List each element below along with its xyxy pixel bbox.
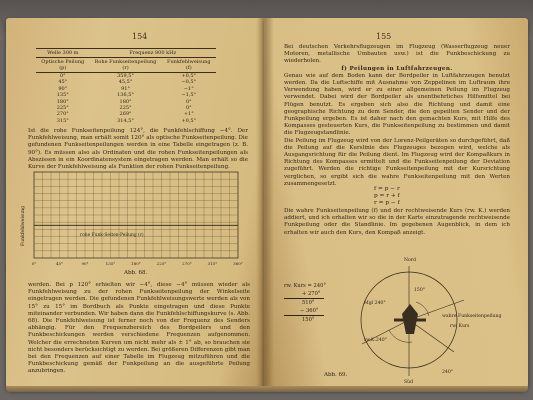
chart-x-label: rohe Funk-Seiten-Peilung (r) — [80, 233, 144, 238]
table-cell: 314,5° — [117, 117, 134, 124]
deviation-table — [36, 48, 216, 124]
table-cell: 0° — [185, 105, 192, 112]
right-paragraph-2: Genau wie auf dem Boden kann der Bordpeiler in Luftfahrzeugen benutzt werden. Da die Luftschiffe mit Ausnahme von Zeppelinen im Luftraum ihre Verwendung haben, wird er zu einer allgemeinen Peilung im Flugzeug verwendet. Dabei wird der Bordpeiler als unentbehrliches Hilfsmittel bei Flügen benutzt. Es ergeben sich also die Richtung und damit eine geographische Richtung zu dem Sender, die den gepeilten Sender und der Funkpeilung ergeben. Es ist daher nach den gemachten Kurs, mit Hilfe des Kompasses gesteuerten Kurs, die Funkseitenpeilung zu bestimmen und damit die Flugzeugstandlinie. — [284, 72, 510, 137]
table-subheader-row — [36, 58, 216, 73]
table-row — [36, 73, 216, 80]
course-result: 150° — [284, 315, 324, 324]
chart-x-tick: 90° — [81, 261, 89, 266]
chart-x-tick: 135° — [105, 261, 116, 266]
left-paragraph-1-text: Ist die rohe Funkseitenpeilung 124°, die Funkfehlschiffung −4°. Der Funkfehlweisung, man erhält somit 120° als optische Funkseitenpeilung. Die gefundenen Funkseitenpeilungen werden in eine Tabelle eingetragen (z. B. 90°). Es müssen also als Ordinaten und die rohen Funkseitenpeilungen als Abszissen in ein Koordinatensystem eingetragen werden. Man erhält so die Kurve der Funkfehlweisung als Funktion der rohen Funkseitenpeilung. — [28, 128, 248, 171]
table-cell: 136,5° — [117, 92, 134, 99]
table-cell: +0,5° — [181, 73, 197, 79]
table-col1-header: Welle 300 m — [36, 49, 90, 58]
chart-x-tick: 225° — [156, 261, 167, 266]
table-cell: 315° — [56, 117, 69, 124]
course-minus: − 360° — [300, 308, 319, 314]
course-line-1: rw. Kurs = 240° — [284, 283, 327, 289]
diagram-angle-bottom: 240° — [442, 370, 454, 375]
diagram-rw-kurs: rw. Kurs — [450, 324, 470, 329]
table-row — [36, 111, 216, 117]
table-cell: −0,5° — [181, 79, 197, 86]
right-text-block — [284, 44, 510, 188]
table-cell: 225° — [119, 105, 132, 112]
chart-y-label: Funkfehlweisung — [21, 205, 26, 247]
left-paragraph-2-text: werden. Bei p 120° erhielten wir −4°, diese −4° müssen wieder als Funkfehlweisung zu der rohen Funkseitenpeilung der Winkelseite eingetragen werden. Die gefundenen Funkfehlweisungswerte werden als von 15° zu 15° im Bordbuch als Punkte eingetragen und diese Punkte miteinander verbunden. Wir haben dann die Funkfehlschiffungskurve (s. Abb. 68). Die Funkfehlweisung ist ferner noch von der Frequenz des Senders abhängig. Für den Frequenzbereich des Bordpeilers und den Funkbeschickungen werden verschiedene Frequenzen aufgenommen. Welcher die errechneten Kurven um nicht mehr als ± 1° ab, so brauchen sie nicht besonders berücksichtigt zu werden. Bei größeren Differenzen gibt man bei den Frequenzen auf einer Tabelle im Flugzeug mitzuführen und die Funkbeschickung gemäß der Funkpeilung an die ausgeführte Peilung anzubringen. — [28, 282, 251, 375]
table-header-row — [36, 49, 216, 58]
table-row — [36, 79, 216, 85]
table-cell: 225° — [56, 105, 69, 112]
chart-x-tick: 360° — [233, 261, 243, 266]
table-cell: +1° — [183, 111, 194, 118]
table-cell: 0° — [185, 98, 192, 105]
diagram-north: Nord — [404, 258, 416, 263]
table-cell: −1° — [183, 85, 194, 92]
chart-grid — [32, 172, 243, 266]
chart-x-tick: 45° — [55, 261, 64, 266]
equation-3: r = p − f — [374, 200, 400, 207]
table-cell: 359,5° — [117, 73, 134, 79]
page-edges — [6, 386, 528, 392]
chart-x-tick: 0° — [31, 261, 37, 266]
table-cell: 270° — [56, 111, 69, 118]
left-paragraph-1 — [28, 128, 248, 171]
diagram-angle-240: rw.K.240° — [364, 338, 387, 343]
diagram-mag-label: Mgl 240° — [364, 301, 386, 306]
table-group-header: Frequenz 800 kHz — [90, 49, 216, 58]
chart-x-tick: 180° — [131, 261, 141, 266]
angle-arc-1 — [416, 302, 429, 316]
right-paragraph-1: Bei deutschen Verkehrsflugzeugen im Flugzeug (Wasserflugzeug neuer Motoren, metallische Umbauten usw.) ist die Funkbeschickung zu wiederholen. — [284, 44, 510, 65]
page-number-right: 155 — [376, 32, 392, 41]
table-cell: 180° — [56, 98, 69, 105]
diagram-true-bearing: wahre Funkseitenpeilung — [442, 314, 502, 319]
compass-diagram — [314, 264, 514, 384]
course-label: rw. Kurs — [284, 283, 306, 289]
table-col3-header: Funkfehlweisung (f) — [162, 58, 216, 73]
equation-2: p = r + f — [374, 193, 400, 200]
deviation-grid-chart — [20, 166, 250, 276]
table-cell: 45,5° — [118, 79, 133, 86]
table-cell: 45° — [58, 79, 68, 86]
section-heading: f) Peilungen in Luftfahrzeugen. — [341, 65, 453, 72]
right-paragraph-4-block — [284, 208, 510, 237]
table-cell: 180° — [119, 98, 132, 105]
table-cell: −1,5° — [181, 92, 197, 99]
open-book — [6, 18, 528, 390]
diagram-angle-150: 150° — [414, 288, 426, 293]
figure-caption-69: Abb. 69. — [324, 372, 348, 378]
equation-1: f = p − r — [374, 186, 400, 192]
table-cell: 90° — [58, 85, 68, 92]
right-paragraph-3: Die Peilung im Flugzeug wird von der Lorenz-Peilgeräten so durchgeführt, daß die Peilung auf die Kurslinie des Flugzeuges bezogen wird, welche als Ausgangsrichtung für die Peilung dient. Im Flugzeug wird der Kompaßkurs in Richtung des Kompasses ermittelt und die Funkseitenpeilung der Deviation zugeführt. Werden die richtige Funkseitenpeilung mit der Kursrichtung verglichen, so ergibt sich die wahre Funkseitenpeilung mit den Werten zusammengesetzt. — [284, 137, 510, 187]
table-row — [36, 118, 216, 124]
chart-x-tick: 270° — [182, 261, 192, 266]
table-cell: 0° — [59, 73, 66, 79]
left-paragraph-2 — [28, 282, 250, 376]
course-sum: 510° — [284, 298, 324, 307]
table-cell: +0,5° — [181, 117, 197, 124]
table-col1-sub: Optische Peilung (p) — [36, 58, 90, 73]
course-value: 240° — [313, 283, 327, 289]
right-paragraph-4: Die wahre Funkseitenpeilung (f) und der rechtweisende Kurs (rw. K.) werden addiert, und ich erhalten wir so die in der Karte einzutragende rechtweisende Funkpeilung oder die Standlinie. Im gegebenen Augenblick, in dem ich erhalten wir auch den Kurs, den Kompaß anzeigt. — [284, 208, 510, 236]
table-row — [36, 92, 216, 98]
right-page — [264, 18, 528, 390]
table-cell: 135° — [56, 92, 69, 99]
table-col2-header: Rohe Funkseitenpeilung (r) — [90, 58, 162, 73]
diagram-south: Süd — [404, 380, 414, 385]
equations — [374, 186, 400, 208]
chart-x-tick: 315° — [207, 261, 218, 266]
figure-caption-68: Abb. 68. — [124, 270, 148, 276]
left-page — [6, 18, 264, 390]
page-number-left: 154 — [132, 32, 148, 41]
course-f-value: + 270° — [302, 291, 321, 297]
book-gutter — [256, 18, 274, 390]
table-cell: 91° — [121, 85, 130, 92]
table-cell: 269° — [119, 111, 132, 118]
